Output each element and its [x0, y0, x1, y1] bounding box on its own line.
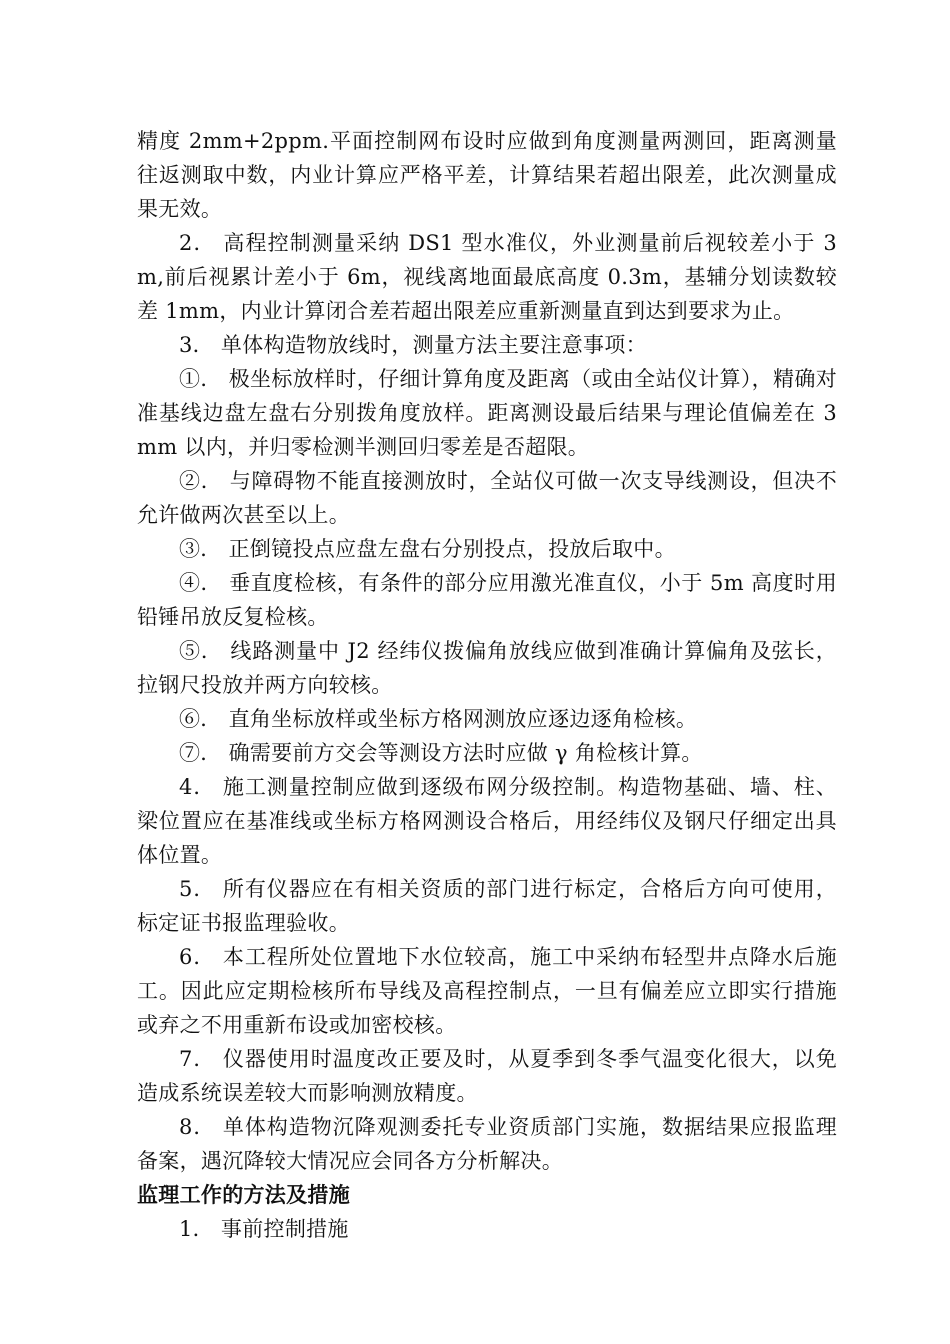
document-body: [137, 124, 837, 1246]
paragraph-subitem-2-obstacles: ②． 与障碍物不能直接测放时，全站仪可做一次支导线测设，但决不允许做两次甚至以上。: [137, 469, 837, 527]
paragraph-item-7-temperature: 7． 仪器使用时温度改正要及时，从夏季到冬季气温变化很大，以免造成系统误差较大而影响测放精度。: [137, 1047, 837, 1105]
paragraph-item-8-settlement: 8． 单体构造物沉降观测委托专业资质部门实施，数据结果应报监理备案，遇沉降较大情况应会同各方分析解决。: [137, 1115, 837, 1173]
paragraph-item-5-calibration: 5． 所有仪器应在有相关资质的部门进行标定，合格后方向可使用，标定证书报监理验收。: [137, 877, 837, 935]
paragraph-subitem-6-grid-check: ⑥． 直角坐标放样或坐标方格网测放应逐边逐角检核。: [179, 707, 698, 731]
paragraph-subitem-1-polar-coordinates: ①． 极坐标放样时，仔细计算角度及距离（或由全站仪计算），精确对准基线边盘左盘右分别拨角度放样。距离测设最后结果与理论值偏差在 3mm 以内，并归零检测半测回归零差是否超限。: [137, 367, 837, 459]
section-sub-item: 1． 事前控制措施: [179, 1217, 349, 1241]
paragraph-item-3-structure-layout: 3． 单体构造物放线时，测量方法主要注意事项：: [179, 333, 647, 357]
paragraph-item-6-groundwater: 6． 本工程所处位置地下水位较高，施工中采纳布轻型井点降水后施工。因此应定期检核所布导线及高程控制点，一旦有偏差应立即实行措施或弃之不用重新布设或加密校核。: [137, 945, 837, 1037]
paragraph-subitem-5-route-survey: ⑤． 线路测量中 J2 经纬仪拨偏角放线应做到准确计算偏角及弦长，拉钢尺投放并两方向较核。: [137, 639, 837, 697]
paragraph-item-4-control-network: 4． 施工测量控制应做到逐级布网分级控制。构造物基础、墙、柱、梁位置应在基准线或坐标方格网测设合格后，用经纬仪及钢尺仔细定出具体位置。: [137, 775, 837, 867]
section-heading: 监理工作的方法及措施: [137, 1183, 350, 1207]
paragraph-subitem-3-point-projection: ③． 正倒镜投点应盘左盘右分别投点，投放后取中。: [179, 537, 676, 561]
paragraph-item-2-elevation-control: 2． 高程控制测量采纳 DS1 型水准仪，外业测量前后视较差小于 3m,前后视累计差小于 6m，视线离地面最底高度 0.3m，基辅分划读数较差 1mm，内业计算闭合差若超出限差应重新测量直到达到要求为止。: [137, 231, 837, 323]
paragraph-precision-continuation: 精度 2mm+2ppm.平面控制网布设时应做到角度测量两测回，距离测量往返测取中数，内业计算应严格平差，计算结果若超出限差，此次测量成果无效。: [137, 129, 837, 221]
paragraph-subitem-4-verticality: ④． 垂直度检核，有条件的部分应用激光准直仪，小于 5m 高度时用铅锤吊放反复检核。: [137, 571, 837, 629]
paragraph-subitem-7-intersection: ⑦． 确需要前方交会等测设方法时应做 γ 角检核计算。: [179, 741, 703, 765]
